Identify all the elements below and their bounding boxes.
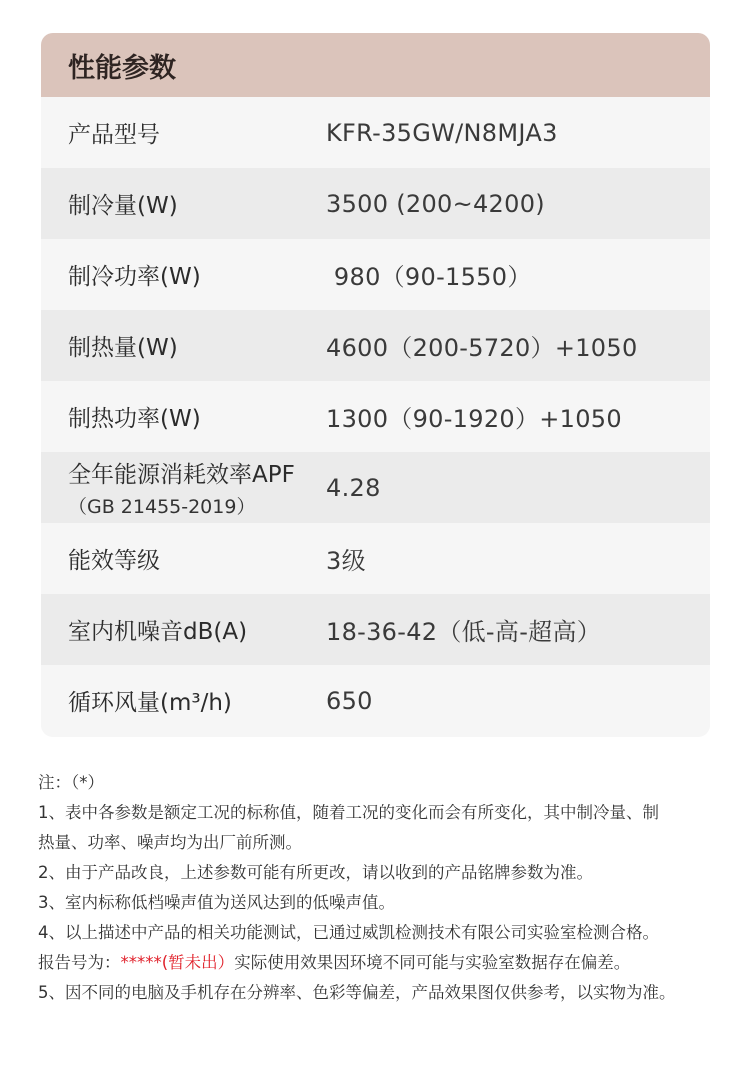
spec-row-energy-grade <box>41 523 710 594</box>
report-number: *****(暂未出） <box>120 953 235 972</box>
note-line: 热量、功率、噪声均为出厂前所测。 <box>38 833 302 852</box>
spec-value: 1300（90-1920）+1050 <box>326 405 622 433</box>
note-line: 4、以上描述中产品的相关功能测试，已通过威凯检测技术有限公司实验室检测合格。 <box>38 923 659 942</box>
spec-label: 产品型号 <box>68 122 160 148</box>
spec-row-noise <box>41 594 710 665</box>
spec-label: 制热量(W) <box>68 335 178 361</box>
footnotes <box>38 768 728 1008</box>
spec-row-airflow <box>41 665 710 736</box>
notes-title: 注：（*） <box>38 773 104 792</box>
note-line: 1、表中各参数是额定工况的标称值，随着工况的变化而会有所变化，其中制冷量、制 <box>38 803 659 822</box>
spec-value: 4600（200-5720）+1050 <box>326 334 638 362</box>
spec-table <box>41 97 710 736</box>
spec-label: 能效等级 <box>68 548 160 574</box>
note-line-report: 报告号为：*****(暂未出）实际使用效果因环境不同可能与实验室数据存在偏差。 <box>38 953 631 972</box>
spec-value: 3级 <box>326 547 366 575</box>
spec-value: 18-36-42（低-高-超高） <box>326 618 602 646</box>
spec-row-model <box>41 97 710 168</box>
spec-label: 制热功率(W) <box>68 406 201 432</box>
spec-label: 循环风量(m³/h) <box>68 690 232 716</box>
spec-row-cooling-capacity <box>41 168 710 239</box>
spec-value: 650 <box>326 686 373 715</box>
spec-label: 全年能源消耗效率APF （GB 21455-2019） <box>41 456 326 519</box>
spec-label: 制冷量(W) <box>68 193 178 219</box>
spec-value: 3500 (200~4200) <box>326 189 545 218</box>
spec-value: 980（90-1550） <box>326 263 532 291</box>
spec-value: KFR-35GW/N8MJA3 <box>326 118 558 147</box>
spec-row-heating-power <box>41 381 710 452</box>
card-title: 性能参数 <box>41 33 710 97</box>
spec-label-standard: （GB 21455-2019） <box>68 496 256 518</box>
spec-value: 4.28 <box>326 473 381 502</box>
spec-row-apf <box>41 452 710 523</box>
note-line: 5、因不同的电脑及手机存在分辨率、色彩等偏差，产品效果图仅供参考，以实物为准。 <box>38 983 676 1002</box>
spec-row-heating-capacity <box>41 310 710 381</box>
spec-label: 室内机噪音dB(A) <box>68 619 248 645</box>
spec-label: 制冷功率(W) <box>68 264 201 290</box>
note-line: 2、由于产品改良，上述参数可能有所更改，请以收到的产品铭牌参数为准。 <box>38 863 593 882</box>
spec-card <box>41 33 710 737</box>
spec-row-cooling-power <box>41 239 710 310</box>
note-line: 3、室内标称低档噪声值为送风达到的低噪声值。 <box>38 893 395 912</box>
